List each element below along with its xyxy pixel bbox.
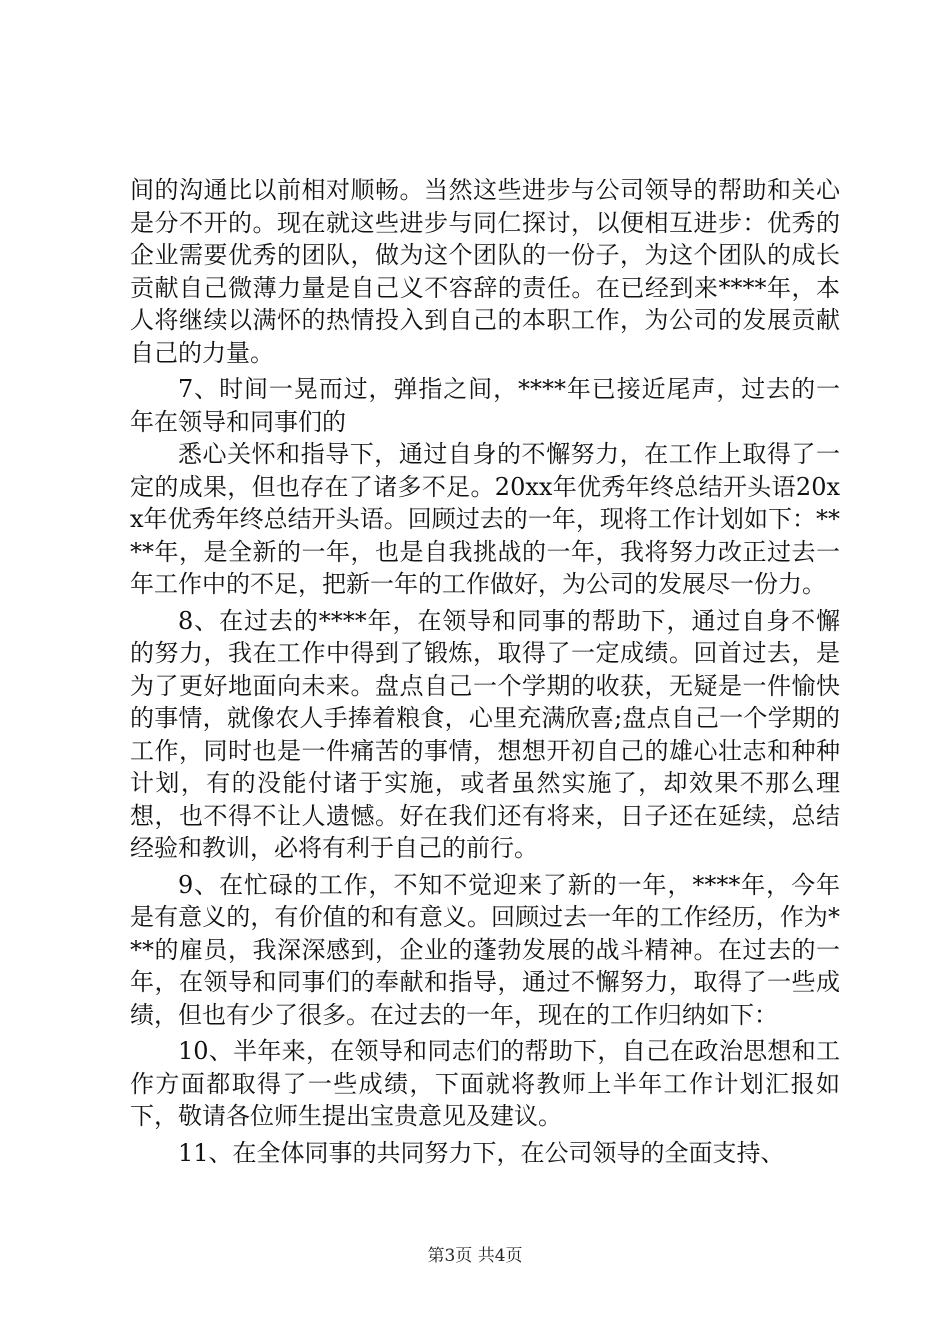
document-body — [130, 174, 840, 1169]
page-number-footer: 第3页 共4页 — [427, 1246, 523, 1266]
paragraph-item-7-continued: 悉心关怀和指导下，通过自身的不懈努力，在工作上取得了一定的成果，但也存在了诸多不足。20xx年优秀年终总结开头语20xx年优秀年终总结开头语。回顾过去的一年，现将工作计划如下：****年，是全新的一年，也是自我挑战的一年，我将努力改正过去一年工作中的不足，把新一年的工作做好，为公司的发展尽一份力。 — [130, 440, 840, 598]
paragraph-item-11: 11、在全体同事的共同努力下，在公司领导的全面支持、 — [178, 1138, 785, 1167]
paragraph-item-9: 9、在忙碌的工作，不知不觉迎来了新的一年，****年，今年是有意义的，有价值的和有意义。回顾过去一年的工作经历，作为***的雇员，我深深感到，企业的蓬勃发展的战斗精神。在过去的一年，在领导和同事们的奉献和指导，通过不懈努力，取得了一些成绩，但也有少了很多。在过去的一年，现在的工作归纳如下： — [130, 870, 840, 1029]
paragraph-item-7: 7、时间一晃而过，弹指之间，****年已接近尾声，过去的一年在领导和同事们的 — [130, 375, 840, 436]
paragraph-continuation: 间的沟通比以前相对顺畅。当然这些进步与公司领导的帮助和关心是分不开的。现在就这些进步与同仁探讨，以便相互进步：优秀的企业需要优秀的团队，做为这个团队的一份子，为这个团队的成长贡献自己微薄力量是自己义不容辞的责任。在已经到来****年，本人将继续以满怀的热情投入到自己的本职工作，为公司的发展贡献自己的力量。 — [130, 176, 840, 367]
paragraph-item-8: 8、在过去的****年，在领导和同事的帮助下，通过自身不懈的努力，我在工作中得到了锻炼，取得了一定成绩。回首过去，是为了更好地面向未来。盘点自己一个学期的收获，无疑是一件愉快的事情，就像农人手捧着粮食，心里充满欣喜;盘点自己一个学期的工作，同时也是一件痛苦的事情，想想开初自己的雄心壮志和种种计划，有的没能付诸于实施，或者虽然实施了，却效果不那么理想，也不得不让人遗憾。好在我们还有将来，日子还在延续，总结经验和教训，必将有利于自己的前行。 — [130, 606, 840, 862]
paragraph-item-10: 10、半年来，在领导和同志们的帮助下，自己在政治思想和工作方面都取得了一些成绩，下面就将教师上半年工作计划汇报如下，敬请各位师生提出宝贵意见及建议。 — [130, 1037, 840, 1130]
